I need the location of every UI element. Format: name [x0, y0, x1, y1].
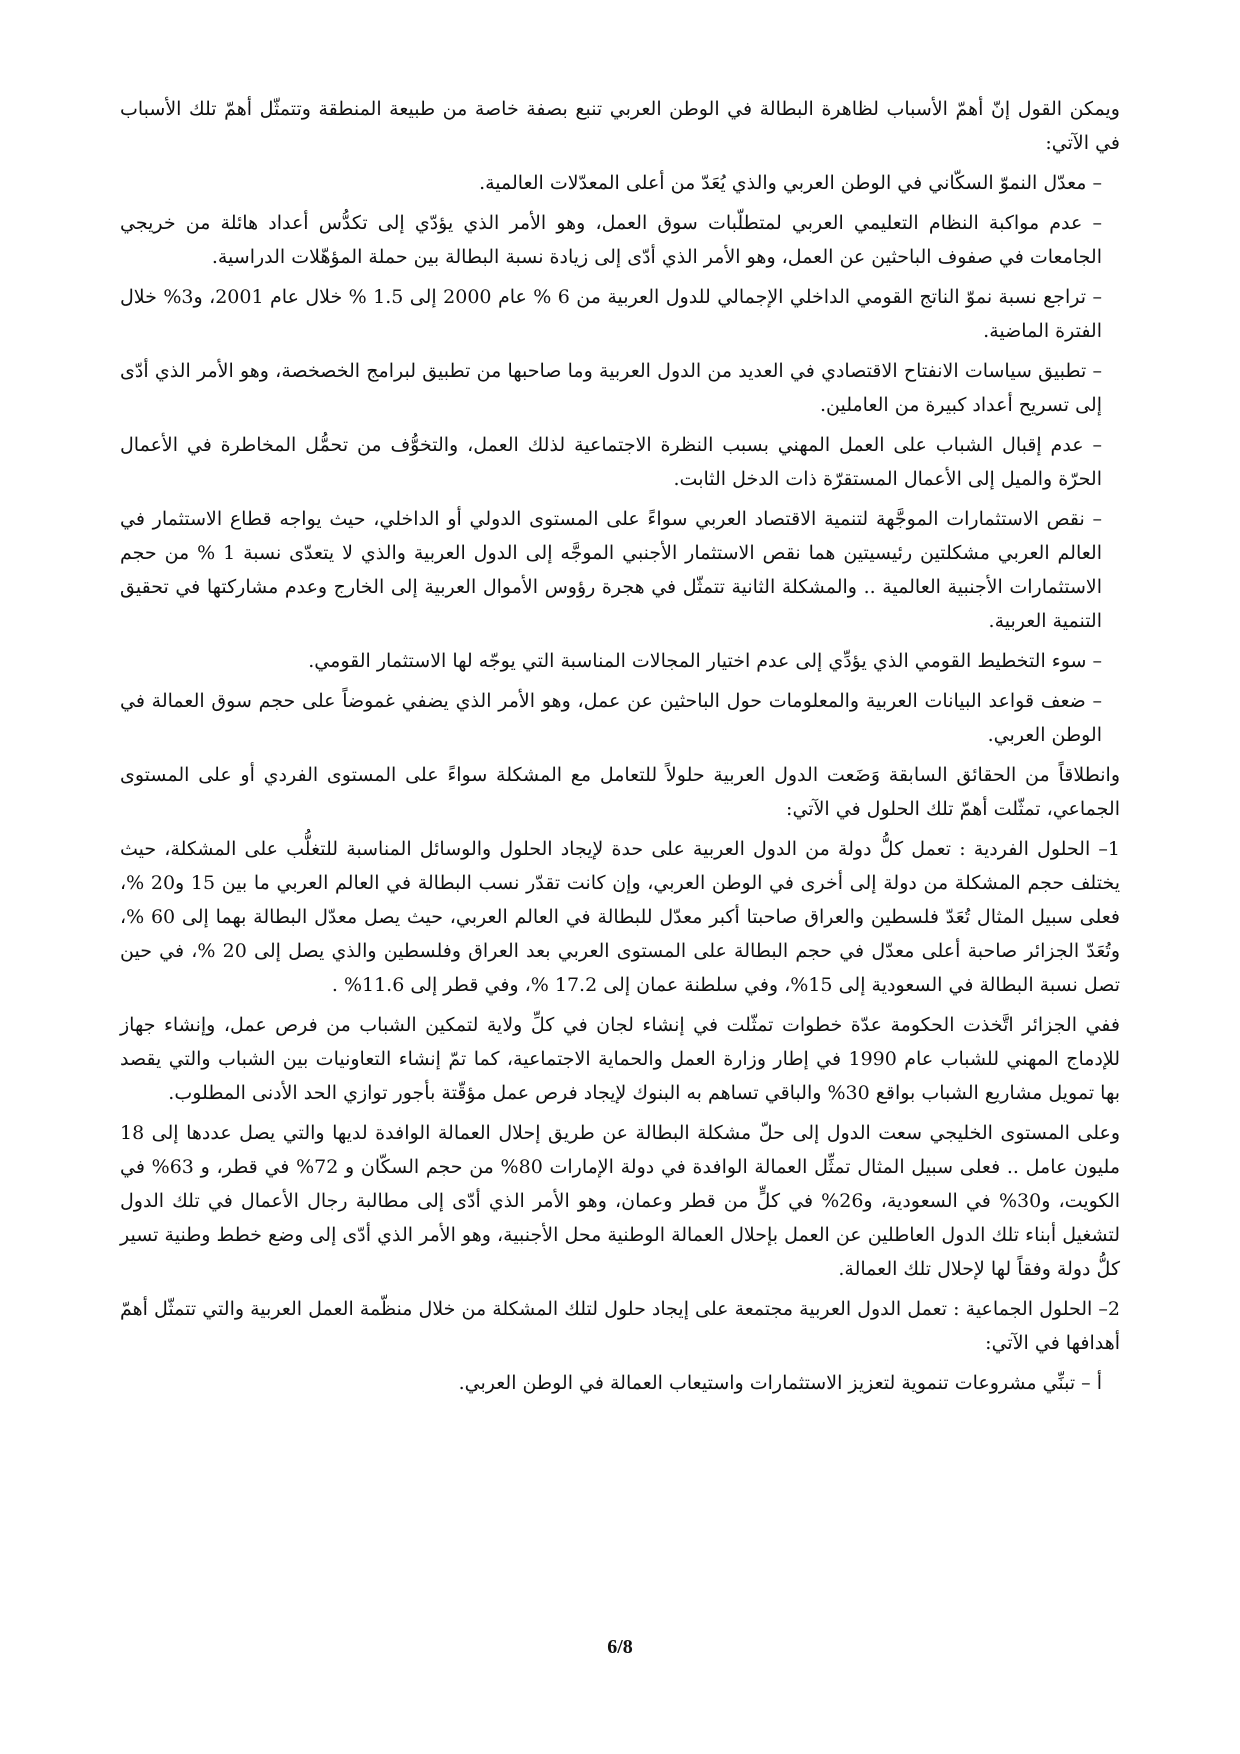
- list-item-weak-databases: – ضعف قواعد البيانات العربية والمعلومات حول الباحثين عن عمل، وهو الأمر الذي يضفي غموضاً على حجم سوق العمالة في الوطن العربي.: [120, 690, 1102, 746]
- document-body: [120, 92, 1120, 1406]
- list-item-education-system: – عدم مواكبة النظام التعليمي العربي لمتطلّبات سوق العمل، وهو الأمر الذي يؤدّي إلى تكدُّس أعداد هائلة من خريجي الجامعات في صفوف الباحثين عن العمل، وهو الأمر الذي أدّى إلى زيادة نسبة البطالة بين حملة المؤهّلات الدراسية.: [120, 212, 1102, 268]
- list-item-development-projects: أ – تبنِّي مشروعات تنموية لتعزيز الاستثمارات واستيعاب العمالة في الوطن العربي.: [458, 1372, 1102, 1394]
- list-item-population-growth: – معدّل النموّ السكّاني في الوطن العربي والذي يُعَدّ من أعلى المعدّلات العالمية.: [479, 172, 1102, 194]
- paragraph-intro-causes: ويمكن القول إنّ أهمّ الأسباب لظاهرة البطالة في الوطن العربي تنبع بصفة خاصة من طبيعة المنطقة وتتمثّل أهمّ تلك الأسباب في الآتي:: [120, 98, 1120, 154]
- list-item-investment-shortage: – نقص الاستثمارات الموجَّهة لتنمية الاقتصاد العربي سواءً على المستوى الدولي أو الداخلي، حيث يواجه قطاع الاستثمار في العالم العربي مشكلتين رئيسيتين هما نقص الاستثمار الأجنبي الموجَّه إلى الدول العربية والذي لا يتعدّى نسبة 1 % من حجم الاستثمارات الأجنبية العالمية .. والمشكلة الثانية تتمثّل في هجرة رؤوس الأموال العربية إلى الخارج وعدم مشاركتها في تحقيق التنمية العربية.: [120, 508, 1102, 632]
- list-item-poor-planning: – سوء التخطيط القومي الذي يؤدِّي إلى عدم اختيار المجالات المناسبة التي يوجّه لها الاستثمار القومي.: [308, 650, 1102, 672]
- page-number: 6/8: [607, 1636, 633, 1658]
- list-item-youth-attitude: – عدم إقبال الشباب على العمل المهني بسبب النظرة الاجتماعية لذلك العمل، والتخوُّف من تحمُّل المخاطرة في الأعمال الحرّة والميل إلى الأعمال المستقرّة ذات الدخل الثابت.: [120, 434, 1102, 490]
- paragraph-algeria: ففي الجزائر اتَّخذت الحكومة عدّة خطوات تمثّلت في إنشاء لجان في كلِّ ولاية لتمكين الشباب من فرص عمل، وإنشاء جهاز للإدماج المهني للشباب عام 1990 في إطار وزارة العمل والحماية الاجتماعية، كما تمّ إنشاء التعاونيات بين الشباب والتي يقصد بها تمويل مشاريع الشباب بواقع 30% والباقي تساهم به البنوك لإيجاد فرص عمل مؤقّتة بأجور توازي الحد الأدنى المطلوب.: [120, 1014, 1120, 1104]
- paragraph-collective-solutions: 2– الحلول الجماعية : تعمل الدول العربية مجتمعة على إيجاد حلول لتلك المشكلة من خلال منظّمة العمل العربية والتي تتمثّل أهمّ أهدافها في الآتي:: [120, 1298, 1120, 1354]
- paragraph-solutions-intro: وانطلاقاً من الحقائق السابقة وَضَعت الدول العربية حلولاً للتعامل مع المشكلة سواءً على المستوى الفردي أو على المستوى الجماعي، تمثّلت أهمّ تلك الحلول في الآتي:: [120, 764, 1120, 820]
- paragraph-individual-solutions: 1– الحلول الفردية : تعمل كلُّ دولة من الدول العربية على حدة لإيجاد الحلول والوسائل المناسبة للتغلُّب على المشكلة، حيث يختلف حجم المشكلة من دولة إلى أخرى في الوطن العربي، وإن كانت تقدّر نسب البطالة في العالم العربي ما بين 15 و20 %، فعلى سبيل المثال تُعَدّ فلسطين والعراق صاحبتا أكبر معدّل للبطالة في العالم العربي، حيث يصل معدّل البطالة بهما إلى 60 %، وتُعَدّ الجزائر صاحبة أعلى معدّل في حجم البطالة على المستوى العربي بعد العراق وفلسطين والذي يصل إلى 20 %، في حين تصل نسبة البطالة في السعودية إلى 15%، وفي سلطنة عمان إلى 17.2 %، وفي قطر إلى 11.6% .: [120, 838, 1121, 996]
- list-item-privatization: – تطبيق سياسات الانفتاح الاقتصادي في العديد من الدول العربية وما صاحبها من تطبيق لبرامج الخصخصة، وهو الأمر الذي أدّى إلى تسريح أعداد كبيرة من العاملين.: [120, 360, 1102, 416]
- paragraph-gulf: وعلى المستوى الخليجي سعت الدول إلى حلّ مشكلة البطالة عن طريق إحلال العمالة الوافدة لديها والتي يصل عددها إلى 18 مليون عامل .. فعلى سبيل المثال تمثِّل العمالة الوافدة في دولة الإمارات 80% من حجم السكّان و 72% في قطر، و 63% في الكويت، و30% في السعودية، و26% في كلٍّ من قطر وعمان، وهو الأمر الذي أدّى إلى مطالبة رجال الأعمال في تلك الدول لتشغيل أبناء تلك الدول العاطلين عن العمل بإحلال العمالة الوطنية محل الأجنبية، وهو الأمر الذي أدّى إلى وضع خطط وطنية تسير كلُّ دولة وفقاً لها لإحلال تلك العمالة.: [120, 1122, 1121, 1280]
- list-item-gdp-decline: – تراجع نسبة نموّ الناتج القومي الداخلي الإجمالي للدول العربية من 6 % عام 2000 إلى 1.5 % خلال عام 2001، و3% خلال الفترة الماضية.: [120, 286, 1102, 342]
